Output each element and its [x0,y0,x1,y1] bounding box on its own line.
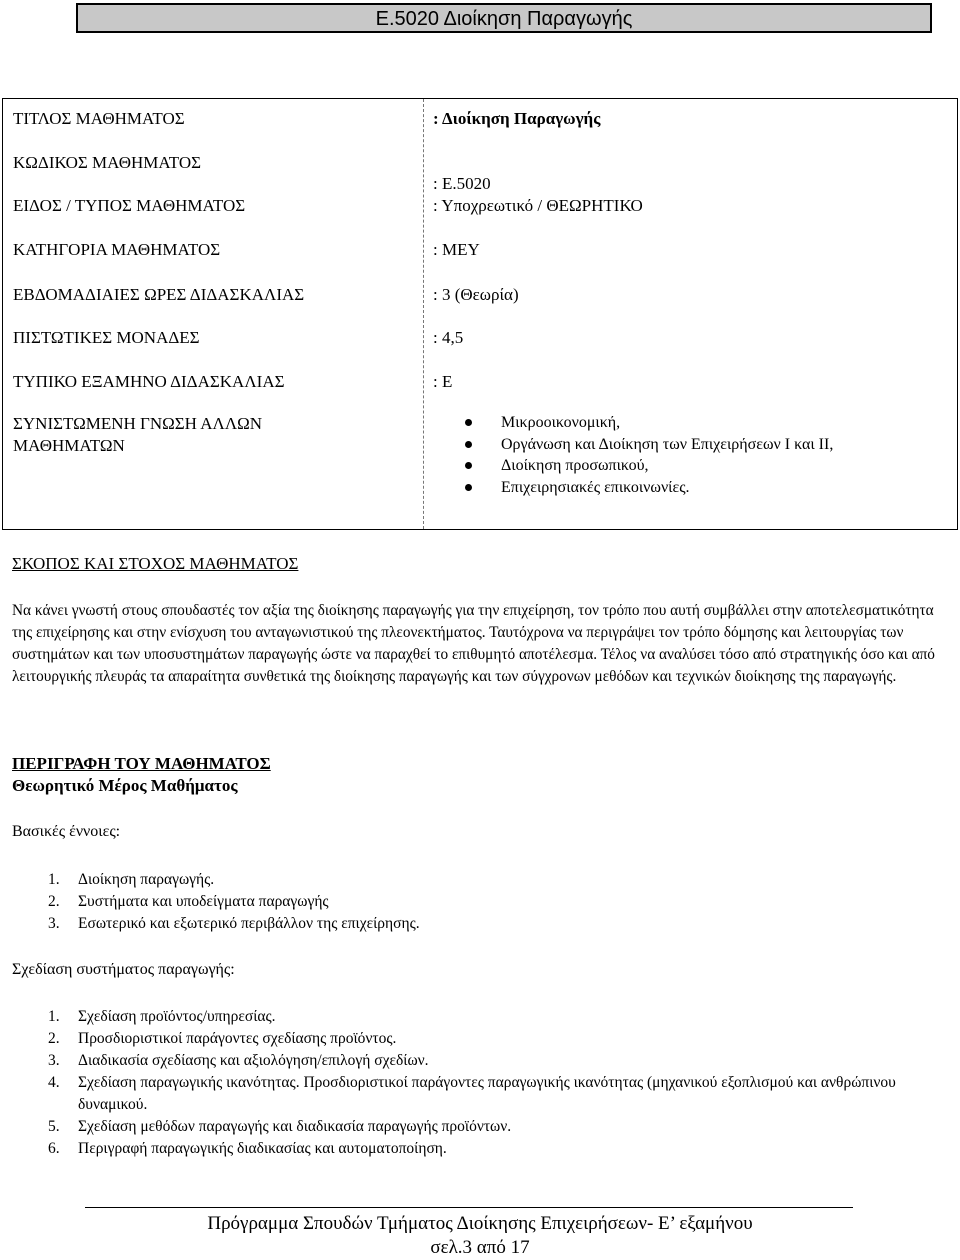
list-item [12,1138,942,1160]
info-value: : ΜΕΥ [433,240,480,259]
list-item-number: 6. [48,1140,60,1157]
prerequisite-item: Επιχειρησιακές επικοινωνίες. [465,477,833,499]
course-info-table [2,98,958,530]
list-item [12,1028,942,1050]
info-label: ΜΑΘΗΜΑΤΩΝ [13,436,125,455]
objectives-heading: ΣΚΟΠΟΣ ΚΑΙ ΣΤΟΧΟΣ ΜΑΘΗΜΑΤΟΣ [12,554,299,573]
list-item-number: 2. [48,893,60,910]
footer-program: Πρόγραμμα Σπουδών Τμήματος Διοίκησης Επιχειρήσεων- Ε’ εξαμήνου [207,1213,753,1234]
list-item-number: 2. [48,1030,60,1047]
list-item-text: Διοίκηση παραγωγής. [78,871,215,888]
info-value: : 4,5 [433,328,464,347]
list-item-number: 3. [48,1052,60,1069]
list-item [12,1116,942,1138]
list-item-text: Εσωτερικό και εξωτερικό περιβάλλον της επιχείρησης. [78,915,420,932]
basic-concepts-list [12,869,942,935]
info-value: : Διοίκηση Παραγωγής [433,109,601,128]
description-heading: ΠΕΡΙΓΡΑΦΗ ΤΟΥ ΜΑΘΗΜΑΤΟΣ [12,754,271,773]
info-label: ΤΙΤΛΟΣ ΜΑΘΗΜΑΤΟΣ [13,109,185,128]
list-item [12,891,942,913]
list-item [12,1006,942,1028]
info-value: : 3 (Θεωρία) [433,285,519,304]
info-label: ΣΥΝΙΣΤΩΜΕΝΗ ΓΝΩΣΗ ΑΛΛΩΝ [13,414,263,433]
info-value: : Υποχρεωτικό / ΘΕΩΡΗΤΙΚΟ [433,196,643,215]
info-label: ΚΑΤΗΓΟΡΙΑ ΜΑΘΗΜΑΤΟΣ [13,240,221,259]
list-item-text: Προσδιοριστικοί παράγοντες σχεδίασης προϊόντος. [78,1030,397,1047]
list-item-text: Περιγραφή παραγωγικής διαδικασίας και αυτοματοποίηση. [78,1140,447,1157]
info-label: ΚΩΔΙΚΟΣ ΜΑΘΗΜΑΤΟΣ [13,153,202,172]
page-number: σελ.3 από 17 [430,1237,530,1258]
footer-divider [85,1207,853,1208]
prerequisite-list [465,412,833,498]
list-item-text: Σχεδίαση μεθόδων παραγωγής και διαδικασία παραγωγής προϊόντων. [78,1118,512,1135]
section-title: Βασικές έννοιες: [12,823,121,840]
list-item-number: 1. [48,871,60,888]
list-item-number: 3. [48,915,60,932]
list-item [12,1072,942,1116]
info-value: : Ε [433,372,453,391]
info-label: ΕΒΔΟΜΑΔΙΑΙΕΣ ΩΡΕΣ ΔΙΔΑΣΚΑΛΙΑΣ [13,285,305,304]
list-item-text: Σχεδίαση προϊόντος/υπηρεσίας. [78,1008,276,1025]
info-label: ΤΥΠΙΚΟ ΕΞΑΜΗΝΟ ΔΙΔΑΣΚΑΛΙΑΣ [13,372,285,391]
prerequisite-item: Μικροοικονομική, [465,412,833,434]
info-label: ΕΙΔΟΣ / ΤΥΠΟΣ ΜΑΘΗΜΑΤΟΣ [13,196,246,215]
list-item [12,913,942,935]
description-subheading: Θεωρητικό Μέρος Μαθήματος [12,776,238,795]
prerequisite-item: Οργάνωση και Διοίκηση των Επιχειρήσεων Ι και ΙΙ, [465,434,833,456]
list-item [12,1050,942,1072]
list-item-number: 4. [48,1074,60,1091]
document-title: Ε.5020 Διοίκηση Παραγωγής [76,3,932,33]
prerequisite-item: Διοίκηση προσωπικού, [465,455,833,477]
list-item-text: Διαδικασία σχεδίασης και αξιολόγηση/επιλογή σχεδίων. [78,1052,429,1069]
column-divider [423,99,424,529]
section-title: Σχεδίαση συστήματος παραγωγής: [12,961,235,978]
list-item-text: Σχεδίαση παραγωγικής ικανότητας. Προσδιοριστικοί παράγοντες παραγωγικής ικανότητας (μηχανικού εξοπλισμού και ανθρώπινου δυναμικού. [78,1074,896,1113]
info-label: ΠΙΣΤΩΤΙΚΕΣ ΜΟΝΑΔΕΣ [13,328,200,347]
list-item-text: Συστήματα και υποδείγματα παραγωγής [78,893,329,910]
objectives-paragraph: Να κάνει γνωστή στους σπουδαστές τον αξία της διοίκησης παραγωγής για την επιχείρηση, τον τρόπο που αυτή συμβάλλει στην αποτελεσματικότητα της επιχείρησης και στην ενίσχυση του ανταγωνιστικού της πλεονεκτήματος. Ταυτόχρονα να περιγράψει τον τρόπο δόμησης και λειτουργίας των συστημάτων και των υποσυστημάτων παραγωγής ώστε να παραχθεί το επιθυμητό αποτέλεσμα. Τέλος να αναλύσει τόσο από στρατηγικής όσο και από λειτουργικής πλευράς τα απαραίτητα συνθετικά της διοίκησης παραγωγής και των σύγχρονων μεθόδων και τεχνικών διοίκησης της παραγωγής. [12,602,935,685]
list-item-number: 5. [48,1118,60,1135]
list-item-number: 1. [48,1008,60,1025]
info-value: : Ε.5020 [433,174,491,193]
list-item [12,869,942,891]
production-design-list [12,1006,942,1160]
